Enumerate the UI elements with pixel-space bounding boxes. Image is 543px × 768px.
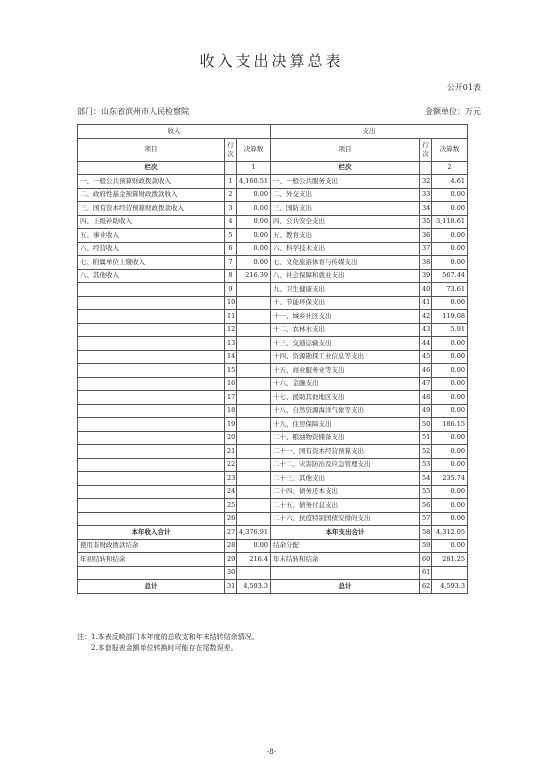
income-line-cell: 26 <box>225 512 237 526</box>
expense-item-cell: 二十五、债务付息支出 <box>271 499 420 513</box>
expense-amount-cell: 0.00 <box>432 458 468 472</box>
expense-line-cell: 59 <box>420 539 432 553</box>
expense-line-cell: 58 <box>420 526 432 540</box>
income-amount-cell: 0.00 <box>237 256 271 270</box>
empty-cell <box>225 161 237 175</box>
expense-line-cell: 54 <box>420 472 432 486</box>
expense-amount-cell: 5.91 <box>432 323 468 337</box>
income-item-cell: 使用非财政拨款结余 <box>78 539 225 553</box>
expense-line-cell: 52 <box>420 445 432 459</box>
expense-item-cell: 十二、农林水支出 <box>271 323 420 337</box>
expense-line-cell: 57 <box>420 512 432 526</box>
income-amount-cell <box>237 418 271 432</box>
income-line-cell: 20 <box>225 431 237 445</box>
expense-item-cell: 三、国防支出 <box>271 202 420 216</box>
expense-item-cell: 十六、金融支出 <box>271 377 420 391</box>
table-row <box>78 188 468 202</box>
income-item-cell <box>78 472 225 486</box>
income-amount-cell <box>237 445 271 459</box>
expense-amount-cell: 0.00 <box>432 404 468 418</box>
expense-line-cell: 55 <box>420 485 432 499</box>
income-item-cell <box>78 445 225 459</box>
table-row <box>78 418 468 432</box>
expense-amount-cell: 0.00 <box>432 242 468 256</box>
table-row <box>78 242 468 256</box>
expense-item-cell: 二十一、国有资本经营预算支出 <box>271 445 420 459</box>
table-row <box>78 229 468 243</box>
expense-line-cell: 44 <box>420 337 432 351</box>
expense-amount-cell: 0.00 <box>432 256 468 270</box>
expense-line-cell: 39 <box>420 269 432 283</box>
table-row <box>78 337 468 351</box>
table-row <box>78 296 468 310</box>
income-item-cell <box>78 512 225 526</box>
income-line-cell: 29 <box>225 553 237 567</box>
expense-line-cell: 38 <box>420 256 432 270</box>
income-line-cell: 9 <box>225 283 237 297</box>
expense-amount-cell: 0.00 <box>432 296 468 310</box>
income-line-cell: 30 <box>225 566 237 580</box>
income-item-cell <box>78 283 225 297</box>
income-item-cell <box>78 310 225 324</box>
income-amount-cell: 0.00 <box>237 242 271 256</box>
income-item-cell <box>78 458 225 472</box>
table-row <box>78 499 468 513</box>
income-section-header: 收入 <box>78 125 271 139</box>
expense-line-cell: 62 <box>420 580 432 594</box>
expense-line-cell: 36 <box>420 229 432 243</box>
expense-amount-cell: 119.08 <box>432 310 468 324</box>
income-item-cell <box>78 499 225 513</box>
table-row <box>78 539 468 553</box>
table-row <box>78 553 468 567</box>
expense-column-number: 2 <box>432 161 468 175</box>
table-row <box>78 458 468 472</box>
expense-item-cell: 二十四、债务还本支出 <box>271 485 420 499</box>
income-item-cell <box>78 485 225 499</box>
expense-line-cell: 49 <box>420 404 432 418</box>
expense-line-cell: 60 <box>420 553 432 567</box>
expense-item-cell: 七、文化旅游体育与传媒支出 <box>271 256 420 270</box>
income-line-cell: 16 <box>225 377 237 391</box>
income-expense-table <box>77 124 468 594</box>
expense-line-cell: 35 <box>420 215 432 229</box>
income-amount-cell <box>237 431 271 445</box>
expense-item-cell: 十三、交通运输支出 <box>271 337 420 351</box>
expense-amount-cell: 0.00 <box>432 364 468 378</box>
expense-item-cell: 十、节能环保支出 <box>271 296 420 310</box>
income-line-cell: 10 <box>225 296 237 310</box>
expense-amount-cell: 0.00 <box>432 202 468 216</box>
income-line-cell: 11 <box>225 310 237 324</box>
income-line-cell: 3 <box>225 202 237 216</box>
income-item-cell: 年初结转和结余 <box>78 553 225 567</box>
income-item-cell: 五、事业收入 <box>78 229 225 243</box>
expense-amount-cell: 0.00 <box>432 350 468 364</box>
table-row <box>78 391 468 405</box>
income-column-number: 1 <box>237 161 271 175</box>
income-amount-cell <box>237 337 271 351</box>
expense-amount-cell: 0.00 <box>432 431 468 445</box>
income-amount-cell: 4,160.51 <box>237 175 271 189</box>
expense-amount-cell: 0.00 <box>432 485 468 499</box>
note-2: 2.本套报表金额单位转换时可能存在尾数误差。 <box>91 644 238 652</box>
expense-line-cell: 42 <box>420 310 432 324</box>
expense-amount-cell: 235.74 <box>432 472 468 486</box>
expense-item-cell <box>271 566 420 580</box>
table-row <box>78 323 468 337</box>
income-line-cell: 23 <box>225 472 237 486</box>
total-row <box>78 580 468 594</box>
note-1: 注：1.本表反映部门本年度的总收支和年末结转结余情况。 <box>77 633 259 641</box>
income-item-cell <box>78 350 225 364</box>
expense-amount-cell: 4,312.05 <box>432 526 468 540</box>
expense-amount-cell: 73.61 <box>432 283 468 297</box>
expense-amount-cell <box>432 566 468 580</box>
income-amount-cell <box>237 566 271 580</box>
income-item-cell: 二、政府性基金预算财政拨款收入 <box>78 188 225 202</box>
income-item-cell <box>78 404 225 418</box>
income-line-cell: 1 <box>225 175 237 189</box>
table-row <box>78 377 468 391</box>
income-line-cell: 7 <box>225 256 237 270</box>
income-line-cell: 17 <box>225 391 237 405</box>
expense-amount-cell: 4.61 <box>432 175 468 189</box>
table-row <box>78 364 468 378</box>
income-amount-cell <box>237 296 271 310</box>
expense-line-cell: 43 <box>420 323 432 337</box>
expense-line-cell: 48 <box>420 391 432 405</box>
expense-item-cell: 年末结转和结余 <box>271 553 420 567</box>
income-amount-cell <box>237 364 271 378</box>
table-row <box>78 175 468 189</box>
expense-amount-cell: 281.25 <box>432 553 468 567</box>
table-row <box>78 215 468 229</box>
expense-amount-cell: 0.00 <box>432 229 468 243</box>
expense-amount-cell: 0.00 <box>432 337 468 351</box>
table-row <box>78 472 468 486</box>
expense-line-cell: 33 <box>420 188 432 202</box>
expense-column-index-label: 栏次 <box>271 161 420 175</box>
income-amount-cell <box>237 458 271 472</box>
expense-line-cell: 56 <box>420 499 432 513</box>
expense-item-cell: 一、一般公共服务支出 <box>271 175 420 189</box>
expense-line-cell: 32 <box>420 175 432 189</box>
expense-amount-cell: 0.00 <box>432 499 468 513</box>
table-row <box>78 566 468 580</box>
table-row <box>78 283 468 297</box>
form-number: 公开01表 <box>446 83 481 92</box>
income-item-cell: 八、其他收入 <box>78 269 225 283</box>
expense-line-cell: 50 <box>420 418 432 432</box>
expense-amount-cell: 0.00 <box>432 391 468 405</box>
expense-amount-cell: 0.00 <box>432 188 468 202</box>
expense-item-cell: 十八、自然资源海洋气象等支出 <box>271 404 420 418</box>
income-item-cell <box>78 296 225 310</box>
income-amount-cell <box>237 283 271 297</box>
income-line-cell: 21 <box>225 445 237 459</box>
expense-item-cell: 二十三、其他支出 <box>271 472 420 486</box>
income-amount-cell: 216.39 <box>237 269 271 283</box>
income-amount-cell: 0.00 <box>237 215 271 229</box>
income-line-cell: 5 <box>225 229 237 243</box>
expense-item-cell: 二十二、灾害防治及应急管理支出 <box>271 458 420 472</box>
income-amount-cell: 0.00 <box>237 539 271 553</box>
expense-item-cell: 十九、住房保障支出 <box>271 418 420 432</box>
income-line-cell: 13 <box>225 337 237 351</box>
table-body <box>78 175 468 594</box>
income-item-cell <box>78 418 225 432</box>
expense-line-cell: 37 <box>420 242 432 256</box>
income-amount-cell <box>237 485 271 499</box>
expense-line-cell: 51 <box>420 431 432 445</box>
expense-section-header: 支出 <box>271 125 468 139</box>
income-amount-cell <box>237 404 271 418</box>
income-item-cell <box>78 431 225 445</box>
table-row <box>78 269 468 283</box>
expense-line-cell: 40 <box>420 283 432 297</box>
expense-amount-cell: 567.44 <box>432 269 468 283</box>
expense-item-cell: 本年支出合计 <box>271 526 420 540</box>
expense-item-cell: 六、科学技术支出 <box>271 242 420 256</box>
expense-line-cell: 47 <box>420 377 432 391</box>
department-label: 部门：山东省滨州市人民检察院 <box>77 107 189 116</box>
income-amount-cell <box>237 472 271 486</box>
income-item-cell <box>78 337 225 351</box>
table-row <box>78 350 468 364</box>
income-amount-cell: 0.00 <box>237 188 271 202</box>
expense-item-cell: 十五、商业服务业等支出 <box>271 364 420 378</box>
income-line-cell: 19 <box>225 418 237 432</box>
expense-item-cell: 总计 <box>271 580 420 594</box>
income-item-cell: 三、国有资本经营预算财政拨款收入 <box>78 202 225 216</box>
expense-line-cell: 53 <box>420 458 432 472</box>
expense-amount-cell: 0.00 <box>432 539 468 553</box>
expense-item-cell: 八、社会保障和就业支出 <box>271 269 420 283</box>
expense-line-cell: 61 <box>420 566 432 580</box>
income-amount-cell <box>237 323 271 337</box>
expense-amount-cell: 4,593.3 <box>432 580 468 594</box>
amount-unit-label: 金额单位：万元 <box>425 107 481 116</box>
table-row <box>78 512 468 526</box>
table-row <box>78 310 468 324</box>
income-amount-cell <box>237 350 271 364</box>
income-amount-cell <box>237 512 271 526</box>
expense-line-header: 行次 <box>420 138 432 161</box>
income-line-cell: 22 <box>225 458 237 472</box>
page-number: -8- <box>266 748 277 756</box>
empty-cell <box>420 161 432 175</box>
income-line-cell: 25 <box>225 499 237 513</box>
table-row <box>78 256 468 270</box>
income-amount-cell: 216.4 <box>237 553 271 567</box>
page-title: 收入支出决算总表 <box>199 52 344 70</box>
income-line-cell: 24 <box>225 485 237 499</box>
table-row <box>78 202 468 216</box>
income-amount-cell: 0.00 <box>237 229 271 243</box>
expense-item-cell: 结余分配 <box>271 539 420 553</box>
expense-item-cell: 四、公共安全支出 <box>271 215 420 229</box>
income-line-cell: 8 <box>225 269 237 283</box>
expense-item-cell: 十七、援助其他地区支出 <box>271 391 420 405</box>
income-line-cell: 14 <box>225 350 237 364</box>
income-item-cell <box>78 364 225 378</box>
expense-line-cell: 45 <box>420 350 432 364</box>
income-line-cell: 6 <box>225 242 237 256</box>
expense-line-cell: 46 <box>420 364 432 378</box>
income-amount-cell <box>237 310 271 324</box>
table-row <box>78 404 468 418</box>
table-notes <box>77 632 259 654</box>
income-item-header: 项目 <box>78 138 225 161</box>
income-amount-cell <box>237 377 271 391</box>
income-line-cell: 27 <box>225 526 237 540</box>
income-item-cell: 总计 <box>78 580 225 594</box>
income-line-cell: 4 <box>225 215 237 229</box>
expense-amount-cell: 0.00 <box>432 512 468 526</box>
table-row <box>78 431 468 445</box>
expense-line-cell: 41 <box>420 296 432 310</box>
income-column-index-label: 栏次 <box>78 161 225 175</box>
expense-item-cell: 二十六、抗疫特别国债安排的支出 <box>271 512 420 526</box>
expense-item-cell: 二、外交支出 <box>271 188 420 202</box>
income-item-cell <box>78 323 225 337</box>
income-amount-cell: 0.00 <box>237 202 271 216</box>
table-row <box>78 485 468 499</box>
income-item-cell <box>78 377 225 391</box>
expense-item-cell: 十四、资源勘探工业信息等支出 <box>271 350 420 364</box>
income-item-cell: 四、上级补助收入 <box>78 215 225 229</box>
income-amount-cell: 4,593.3 <box>237 580 271 594</box>
income-item-cell: 七、附属单位上缴收入 <box>78 256 225 270</box>
income-line-header: 行次 <box>225 138 237 161</box>
income-item-cell: 六、经营收入 <box>78 242 225 256</box>
income-line-cell: 31 <box>225 580 237 594</box>
income-item-cell: 一、一般公共预算财政拨款收入 <box>78 175 225 189</box>
expense-item-header: 项目 <box>271 138 420 161</box>
expense-line-cell: 34 <box>420 202 432 216</box>
income-item-cell <box>78 391 225 405</box>
income-line-cell: 28 <box>225 539 237 553</box>
expense-amount-cell: 3,118.61 <box>432 215 468 229</box>
expense-amount-cell: 186.15 <box>432 418 468 432</box>
expense-item-cell: 十一、城乡社区支出 <box>271 310 420 324</box>
income-item-cell <box>78 566 225 580</box>
expense-amount-cell: 0.00 <box>432 377 468 391</box>
table-row <box>78 445 468 459</box>
expense-item-cell: 九、卫生健康支出 <box>271 283 420 297</box>
income-line-cell: 12 <box>225 323 237 337</box>
income-line-cell: 15 <box>225 364 237 378</box>
income-item-cell: 本年收入合计 <box>78 526 225 540</box>
expense-amount-header: 决算数 <box>432 138 468 161</box>
income-amount-cell <box>237 391 271 405</box>
expense-item-cell: 二十、粮油物资储备支出 <box>271 431 420 445</box>
income-amount-cell <box>237 499 271 513</box>
expense-amount-cell: 0.00 <box>432 445 468 459</box>
income-amount-header: 决算数 <box>237 138 271 161</box>
subtotal-row <box>78 526 468 540</box>
income-line-cell: 2 <box>225 188 237 202</box>
income-line-cell: 18 <box>225 404 237 418</box>
expense-item-cell: 五、教育支出 <box>271 229 420 243</box>
income-amount-cell: 4,376.91 <box>237 526 271 540</box>
